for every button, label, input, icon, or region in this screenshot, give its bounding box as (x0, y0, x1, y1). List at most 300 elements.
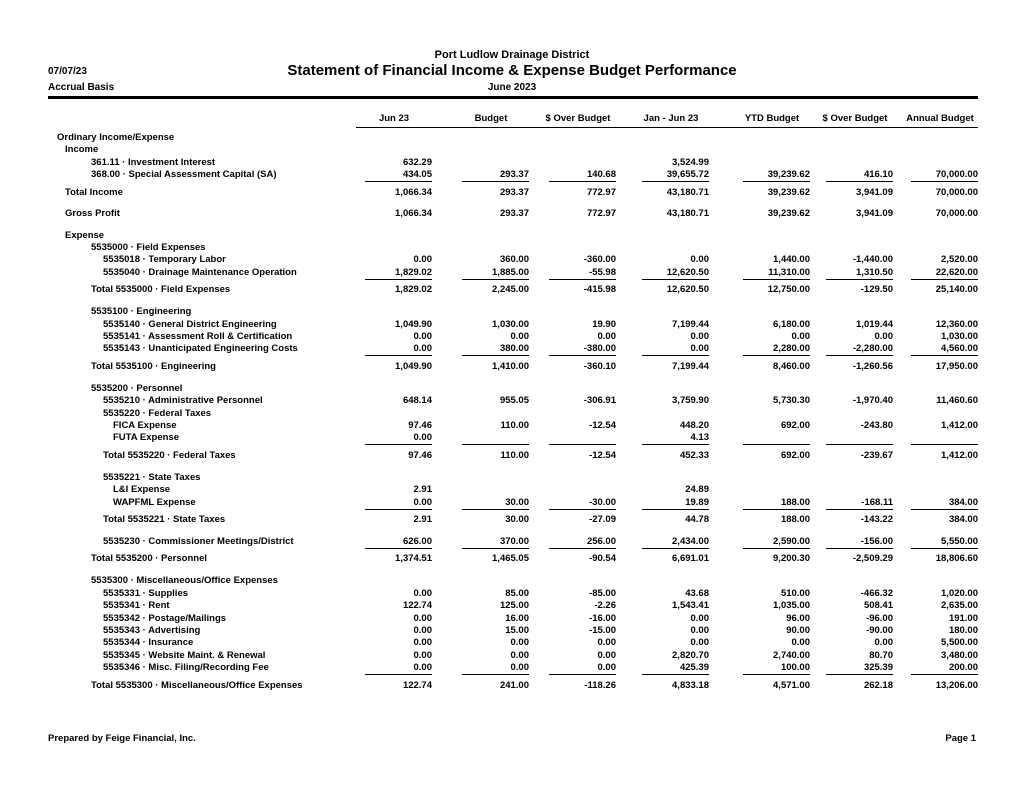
report-title: Statement of Financial Income & Expense Budget Performance (287, 62, 737, 79)
table-row (0, 343, 1024, 355)
table-row (0, 157, 1024, 169)
row-value: 692.00 (780, 420, 810, 431)
total-row (0, 284, 1024, 296)
row-value: -168.11 (861, 496, 893, 508)
subtotal-rule (743, 181, 810, 182)
row-value: 1,049.90 (395, 360, 432, 372)
row-value: 11,310.00 (768, 266, 810, 278)
total-row (0, 680, 1024, 692)
row-label: Total 5535200 · Personnel (91, 553, 207, 565)
row-value: -12.54 (589, 420, 616, 431)
subtotal-rule (549, 444, 616, 445)
column-header: YTD Budget (744, 113, 800, 124)
row-label: 368.00 · Special Assessment Capital (SA) (91, 169, 277, 181)
row-value: -243.80 (860, 420, 893, 431)
row-value: 626.00 (402, 536, 432, 547)
row-value: -156.00 (860, 536, 893, 547)
row-value: 772.97 (586, 207, 616, 219)
row-value: 1,543.41 (672, 600, 709, 612)
subtotal-rule (743, 674, 810, 675)
row-value: 5,550.00 (941, 536, 978, 547)
table-row (0, 144, 1024, 156)
row-value: 90.00 (786, 625, 810, 636)
row-value: 2,820.70 (672, 649, 709, 661)
row-value: 1,019.44 (856, 318, 893, 330)
subtotal-rule (743, 548, 810, 549)
row-value: 1,049.90 (395, 318, 432, 330)
row-value: 3,524.99 (672, 156, 709, 168)
row-value: 1,374.51 (395, 553, 432, 565)
row-label: FUTA Expense (113, 432, 179, 444)
column-header: Annual Budget (906, 113, 974, 124)
row-value: 12,750.00 (767, 284, 810, 296)
row-value: 5,730.30 (773, 395, 810, 407)
row-value: 4,833.18 (672, 679, 709, 691)
row-value: 955.05 (499, 395, 529, 407)
row-value: 8,460.00 (773, 360, 810, 372)
column-header: $ Over Budget (822, 113, 888, 124)
row-value: 0.00 (413, 637, 432, 649)
row-value: 0.00 (510, 649, 529, 661)
row-value: 293.37 (499, 186, 529, 198)
subtotal-rule (365, 674, 432, 675)
row-value: 452.33 (679, 449, 709, 461)
row-value: 188.00 (780, 514, 810, 525)
subtotal-rule (642, 548, 709, 549)
table-row (0, 625, 1024, 637)
row-value: 0.00 (510, 662, 529, 674)
row-value: 3,941.09 (856, 186, 893, 198)
row-label: 5535000 · Field Expenses (91, 242, 206, 253)
row-label: Total 5535100 · Engineering (91, 360, 216, 372)
row-label: Income (65, 144, 99, 156)
row-value: 0.00 (413, 612, 432, 624)
row-value: 110.00 (500, 420, 529, 431)
row-value: -85.00 (589, 587, 616, 599)
row-value: -55.98 (589, 266, 616, 278)
row-value: 1,440.00 (773, 254, 810, 266)
table-row (0, 319, 1024, 331)
table-row (0, 254, 1024, 266)
row-value: 0.00 (597, 649, 616, 661)
row-value: 0.00 (413, 343, 432, 355)
row-value: 0.00 (597, 662, 616, 674)
subtotal-rule (365, 181, 432, 182)
subtotal-rule (365, 548, 432, 549)
table-row (0, 575, 1024, 587)
row-label: Total 5535300 · Miscellaneous/Office Expenses (91, 679, 303, 691)
table-row (0, 662, 1024, 674)
row-value: 2,740.00 (773, 649, 810, 661)
row-value: 0.00 (690, 254, 709, 266)
row-value: 11,460.60 (936, 395, 978, 407)
report-date: 07/07/23 (48, 66, 87, 77)
table-row (0, 484, 1024, 496)
subtotal-rule (549, 674, 616, 675)
company-name: Port Ludlow Drainage District (434, 49, 590, 61)
row-value: 0.00 (597, 637, 616, 649)
row-label: 5535346 · Misc. Filing/Recording Fee (103, 662, 269, 674)
row-value: 1,465.05 (492, 553, 529, 565)
row-value: -2,280.00 (852, 343, 893, 355)
row-value: 17,950.00 (935, 360, 978, 372)
row-label: 5535331 · Supplies (103, 587, 189, 599)
subtotal-rule (826, 548, 893, 549)
row-value: 6,691.01 (672, 553, 709, 565)
row-value: 0.00 (413, 331, 432, 342)
row-value: 1,829.02 (395, 284, 432, 296)
total-row (0, 208, 1024, 220)
row-label: Expense (65, 229, 105, 241)
row-value: 191.00 (948, 612, 978, 624)
row-value: 325.39 (863, 662, 893, 674)
row-value: -15.00 (589, 625, 616, 636)
row-value: -2.26 (594, 600, 616, 612)
row-value: -306.91 (583, 395, 616, 407)
row-label: 5535345 · Website Maint. & Renewal (103, 649, 266, 661)
row-value: 39,239.62 (767, 169, 810, 181)
row-value: 1,030.00 (941, 331, 978, 342)
row-value: 632.29 (402, 156, 432, 168)
column-header: Jan - Jun 23 (643, 113, 699, 124)
subtotal-rule (826, 355, 893, 356)
row-value: 0.00 (874, 331, 893, 342)
row-value: -415.98 (583, 284, 616, 296)
row-label: 5535300 · Miscellaneous/Office Expenses (91, 575, 278, 587)
row-label: Total Income (65, 186, 123, 198)
row-value: -1,260.56 (852, 360, 893, 372)
row-value: 2,635.00 (941, 600, 978, 612)
row-label: 5535220 · Federal Taxes (103, 407, 212, 419)
row-value: 39,239.62 (767, 186, 810, 198)
row-value: 100.00 (780, 662, 810, 674)
subtotal-rule (462, 355, 529, 356)
subtotal-rule (743, 279, 810, 280)
row-value: 0.00 (791, 637, 810, 649)
row-value: 0.00 (413, 254, 432, 266)
row-value: 0.00 (690, 637, 709, 649)
subtotal-rule (743, 355, 810, 356)
subtotal-rule (462, 444, 529, 445)
table-row (0, 306, 1024, 318)
row-value: -96.00 (866, 612, 893, 624)
row-value: 1,020.00 (941, 587, 978, 599)
total-row (0, 361, 1024, 373)
row-value: 0.00 (690, 612, 709, 624)
row-label: Gross Profit (65, 207, 120, 219)
row-value: 70,000.00 (935, 186, 978, 198)
row-value: 19.90 (592, 318, 616, 330)
row-label: 361.11 · Investment Interest (91, 156, 216, 168)
row-label: 5535344 · Insurance (103, 637, 194, 649)
subtotal-rule (365, 444, 432, 445)
table-row (0, 230, 1024, 242)
subtotal-rule (911, 279, 978, 280)
row-value: 434.05 (402, 169, 432, 181)
row-value: -90.54 (589, 553, 616, 565)
row-value: 180.00 (948, 625, 978, 636)
row-value: 2,245.00 (492, 284, 529, 296)
row-label: 5535343 · Advertising (103, 625, 201, 636)
row-value: 1,310.50 (856, 266, 893, 278)
row-label: 5535342 · Postage/Mailings (103, 612, 227, 624)
row-value: 0.00 (791, 331, 810, 342)
row-value: 2.91 (413, 514, 432, 525)
row-value: -12.54 (589, 449, 616, 461)
row-value: 97.46 (408, 449, 432, 461)
table-row (0, 536, 1024, 548)
row-value: 6,180.00 (773, 318, 810, 330)
row-value: 97.46 (408, 420, 432, 431)
row-value: -129.50 (860, 284, 893, 296)
row-value: 772.97 (586, 186, 616, 198)
row-label: 5535200 · Personnel (91, 382, 183, 394)
row-label: WAPFML Expense (113, 496, 196, 508)
row-value: 110.00 (500, 449, 529, 461)
row-value: 1,412.00 (941, 420, 978, 431)
row-label: FICA Expense (113, 420, 177, 431)
row-value: 0.00 (413, 662, 432, 674)
subtotal-rule (642, 509, 709, 510)
subtotal-rule (826, 181, 893, 182)
row-value: 39,655.72 (666, 169, 709, 181)
row-value: 425.39 (679, 662, 709, 674)
subtotal-rule (365, 279, 432, 280)
table-row (0, 242, 1024, 254)
row-value: 12,620.50 (666, 284, 709, 296)
row-value: 3,941.09 (856, 207, 893, 219)
table-row (0, 267, 1024, 279)
row-value: -27.09 (589, 514, 616, 525)
subtotal-rule (642, 279, 709, 280)
row-value: 7,199.44 (672, 318, 709, 330)
table-row (0, 420, 1024, 432)
row-label: 5535040 · Drainage Maintenance Operation (103, 266, 297, 278)
subtotal-rule (826, 279, 893, 280)
row-value: 0.00 (597, 331, 616, 342)
row-value: -90.00 (866, 625, 893, 636)
row-value: -30.00 (589, 496, 616, 508)
row-label: 5535221 · State Taxes (103, 471, 201, 483)
row-label: Total 5535221 · State Taxes (103, 514, 226, 525)
subtotal-rule (743, 509, 810, 510)
row-value: -360.00 (583, 254, 616, 266)
table-row (0, 588, 1024, 600)
row-value: 1,412.00 (941, 449, 978, 461)
row-value: 692.00 (780, 449, 810, 461)
row-value: 1,035.00 (773, 600, 810, 612)
row-value: 22,620.00 (935, 266, 978, 278)
row-value: 1,066.34 (395, 186, 432, 198)
column-header: Jun 23 (378, 113, 410, 124)
row-value: 140.68 (586, 169, 616, 181)
header-rule (48, 96, 978, 99)
subtotal-rule (826, 509, 893, 510)
row-value: 1,829.02 (395, 266, 432, 278)
row-value: 43.68 (685, 587, 709, 599)
table-row (0, 497, 1024, 509)
row-value: 648.14 (402, 395, 432, 407)
total-row (0, 450, 1024, 462)
row-value: 39,239.62 (767, 207, 810, 219)
row-value: 70,000.00 (935, 169, 978, 181)
column-header: Budget (474, 113, 508, 124)
row-value: -380.00 (583, 343, 616, 355)
column-header-rule (356, 127, 978, 128)
subtotal-rule (549, 509, 616, 510)
table-row (0, 650, 1024, 662)
row-value: 25,140.00 (935, 284, 978, 296)
row-value: 12,360.00 (935, 318, 978, 330)
row-label: 5535018 · Temporary Labor (103, 254, 226, 266)
row-value: 4,560.00 (941, 343, 978, 355)
subtotal-rule (911, 444, 978, 445)
row-value: 241.00 (499, 679, 529, 691)
row-value: 0.00 (413, 587, 432, 599)
subtotal-rule (462, 548, 529, 549)
subtotal-rule (462, 279, 529, 280)
row-value: 5,500.00 (941, 637, 978, 649)
row-value: 360.00 (499, 254, 529, 266)
row-value: 2,434.00 (672, 536, 709, 547)
table-row (0, 383, 1024, 395)
row-value: -143.22 (860, 514, 893, 525)
row-value: 0.00 (510, 637, 529, 649)
subtotal-rule (743, 444, 810, 445)
subtotal-rule (642, 444, 709, 445)
subtotal-rule (911, 674, 978, 675)
row-value: 0.00 (690, 343, 709, 355)
row-value: 43,180.71 (666, 207, 709, 219)
row-value: 380.00 (499, 343, 529, 355)
row-label: 5535210 · Administrative Personnel (103, 395, 263, 407)
table-row (0, 132, 1024, 144)
subtotal-rule (642, 181, 709, 182)
subtotal-rule (911, 548, 978, 549)
subtotal-rule (549, 548, 616, 549)
row-value: 96.00 (786, 612, 810, 624)
subtotal-rule (549, 355, 616, 356)
row-value: 43,180.71 (666, 186, 709, 198)
table-row (0, 408, 1024, 420)
subtotal-rule (911, 509, 978, 510)
table-row (0, 613, 1024, 625)
row-label: 5535140 · General District Engineering (103, 318, 277, 330)
row-value: 44.78 (685, 514, 709, 525)
row-label: Total 5535220 · Federal Taxes (103, 449, 236, 461)
row-value: 262.18 (863, 679, 893, 691)
accounting-basis: Accrual Basis (48, 82, 115, 93)
subtotal-rule (462, 509, 529, 510)
table-row (0, 395, 1024, 407)
total-row (0, 514, 1024, 526)
table-row (0, 169, 1024, 181)
table-row (0, 331, 1024, 343)
table-row (0, 472, 1024, 484)
row-value: 448.20 (679, 420, 709, 431)
row-value: 125.00 (499, 600, 529, 612)
row-value: 1,410.00 (492, 360, 529, 372)
row-value: 12,620.50 (666, 266, 709, 278)
row-value: 256.00 (586, 536, 616, 547)
subtotal-rule (911, 355, 978, 356)
row-value: 0.00 (690, 625, 709, 636)
subtotal-rule (642, 674, 709, 675)
row-label: L&I Expense (113, 484, 171, 496)
row-value: 19.89 (685, 496, 709, 508)
row-value: 7,199.44 (672, 360, 709, 372)
row-label: 5535341 · Rent (103, 600, 170, 612)
row-value: 200.00 (948, 662, 978, 674)
row-value: 0.00 (510, 331, 529, 342)
table-row (0, 432, 1024, 444)
row-value: -466.32 (860, 587, 893, 599)
row-value: 384.00 (948, 514, 978, 525)
row-value: 80.70 (869, 649, 893, 661)
total-row (0, 553, 1024, 565)
row-value: 293.37 (499, 169, 529, 181)
subtotal-rule (911, 181, 978, 182)
row-value: 0.00 (413, 496, 432, 508)
row-value: 15.00 (505, 625, 529, 636)
row-label: 5535143 · Unanticipated Engineering Costs (103, 343, 298, 355)
row-value: 370.00 (499, 536, 529, 547)
subtotal-rule (826, 444, 893, 445)
row-value: 4.13 (690, 432, 709, 444)
row-label: 5535230 · Commissioner Meetings/District (103, 536, 294, 547)
row-value: 30.00 (505, 496, 529, 508)
row-value: 122.74 (402, 679, 432, 691)
row-value: -118.26 (584, 679, 616, 691)
row-value: -16.00 (589, 612, 616, 624)
row-value: -1,970.40 (852, 395, 893, 407)
row-value: 13,206.00 (935, 679, 978, 691)
subtotal-rule (549, 279, 616, 280)
row-value: 0.00 (874, 637, 893, 649)
column-header: $ Over Budget (545, 113, 611, 124)
row-value: -2,509.29 (852, 553, 893, 565)
subtotal-rule (462, 181, 529, 182)
row-value: 1,885.00 (492, 266, 529, 278)
row-label: 5535141 · Assessment Roll & Certification (103, 331, 293, 342)
row-value: 2.91 (413, 484, 432, 496)
table-row (0, 600, 1024, 612)
row-value: 70,000.00 (935, 207, 978, 219)
row-value: -360.10 (583, 360, 616, 372)
prepared-by: Prepared by Feige Financial, Inc. (48, 733, 196, 744)
row-value: 293.37 (499, 207, 529, 219)
row-value: -239.67 (860, 449, 893, 461)
row-value: 18,806.60 (935, 553, 978, 565)
row-label: Ordinary Income/Expense (57, 132, 175, 143)
row-value: 2,520.00 (941, 254, 978, 266)
row-value: 122.74 (402, 600, 432, 612)
row-value: -1,440.00 (852, 254, 893, 266)
row-label: 5535100 · Engineering (91, 306, 192, 318)
row-value: 1,066.34 (395, 207, 432, 219)
report-period: June 2023 (487, 82, 537, 93)
row-value: 16.00 (505, 612, 529, 624)
subtotal-rule (365, 509, 432, 510)
row-value: 0.00 (413, 432, 432, 444)
subtotal-rule (642, 355, 709, 356)
row-value: 0.00 (690, 331, 709, 342)
row-value: 510.00 (780, 587, 810, 599)
row-value: 85.00 (505, 587, 529, 599)
subtotal-rule (549, 181, 616, 182)
subtotal-rule (365, 355, 432, 356)
row-value: 24.89 (685, 484, 709, 496)
